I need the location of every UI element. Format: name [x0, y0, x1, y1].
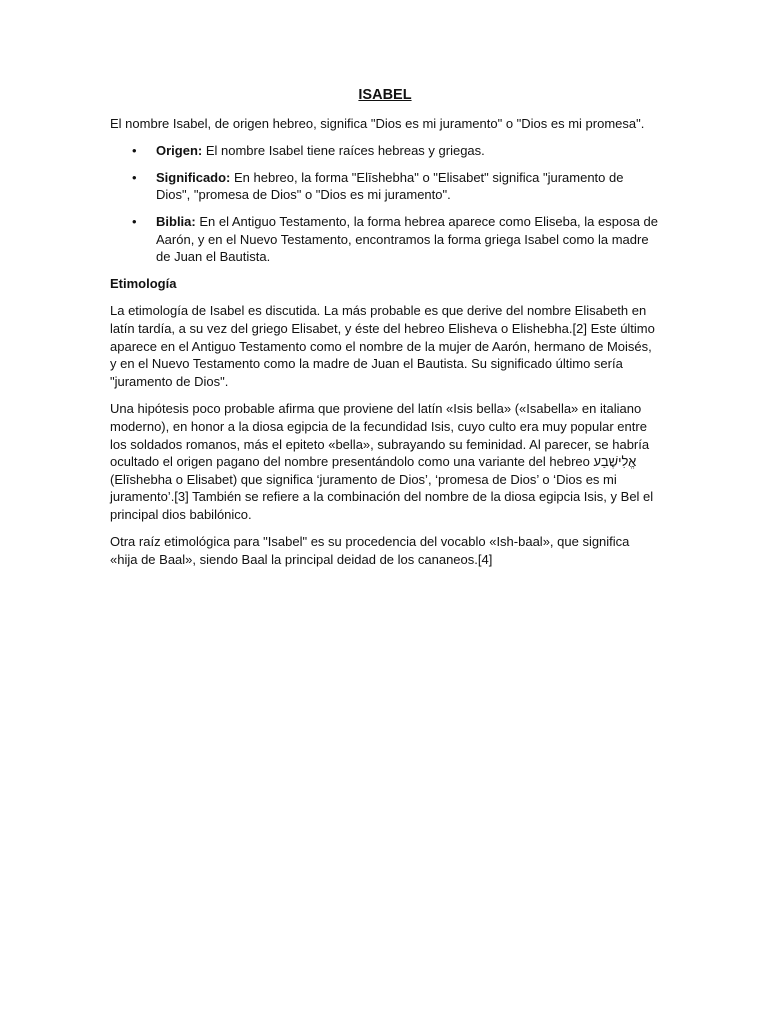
- paragraph-text: (Elīshebha o Elisabet) que significa ‘juramento de Dios’, ‘promesa de Dios’ o ‘Dios es mi juramento’.[3] También se refiere a la combinación del nombre de la diosa egipcia Isis, y Bel el principal dios babilónico.: [110, 471, 654, 522]
- etymology-paragraph-2: [110, 400, 660, 523]
- list-text: El nombre Isabel tiene raíces hebreas y griegas.: [202, 143, 485, 159]
- section-heading-etimologia: Etimología: [110, 275, 177, 291]
- bullet-icon: •: [132, 169, 137, 185]
- etymology-paragraph-1: La etimología de Isabel es discutida. La más probable es que derive del nombre Elisabeth en latín tardía, a su vez del griego Elisabet, y éste del hebreo Elisheva o Elishebha.[2] Este último aparece en el Antiguo Testamento como el nombre de la mujer de Aarón, hermano de Moisés, y en el Nuevo Testamento como la madre de Juan el Bautista. Su significado último sería "juramento de Dios".: [110, 303, 655, 389]
- list-item-significado: [132, 169, 660, 204]
- bullet-icon: •: [132, 213, 137, 229]
- bullet-icon: •: [132, 143, 137, 159]
- list-text: En el Antiguo Testamento, la forma hebrea aparece como Eliseba, la esposa de Aarón, y en el Nuevo Testamento, encontramos la forma griega Isabel como la madre de Juan el Bautista.: [156, 213, 659, 265]
- list-item-origen: [132, 142, 660, 160]
- document-title: ISABEL: [358, 87, 412, 103]
- etymology-paragraph-3: Otra raíz etimológica para "Isabel" es su procedencia del vocablo «Ish-baal», que significa «hija de Baal», siendo Baal la principal deidad de los cananeos.[4]: [110, 534, 630, 568]
- list-item-biblia: [132, 213, 660, 266]
- list-term: Biblia:: [156, 213, 196, 229]
- hebrew-word: אֱלִישֶׁבַע: [593, 454, 637, 470]
- list-term: Significado:: [156, 169, 231, 185]
- summary-list: [110, 142, 660, 266]
- paragraph-text: Una hipótesis poco probable afirma que proviene del latín «Isis bella» («Isabella» en italiano moderno), en honor a la diosa egipcia de la fecundidad Isis, cuyo culto era muy popular entre los soldados romanos, más el epiteto «bella», subrayando su feminidad. Al parecer, se habría ocultado el origen pagano del nombre presentándolo como una variante del hebreo: [110, 401, 650, 470]
- list-text: En hebreo, la forma "Elīshebha" o "Elisabet" significa "juramento de Dios", "promesa de Dios" o "Dios es mi juramento".: [156, 169, 624, 203]
- intro-paragraph: El nombre Isabel, de origen hebreo, significa "Dios es mi juramento" o "Dios es mi promesa".: [110, 115, 645, 131]
- list-term: Origen:: [156, 143, 203, 159]
